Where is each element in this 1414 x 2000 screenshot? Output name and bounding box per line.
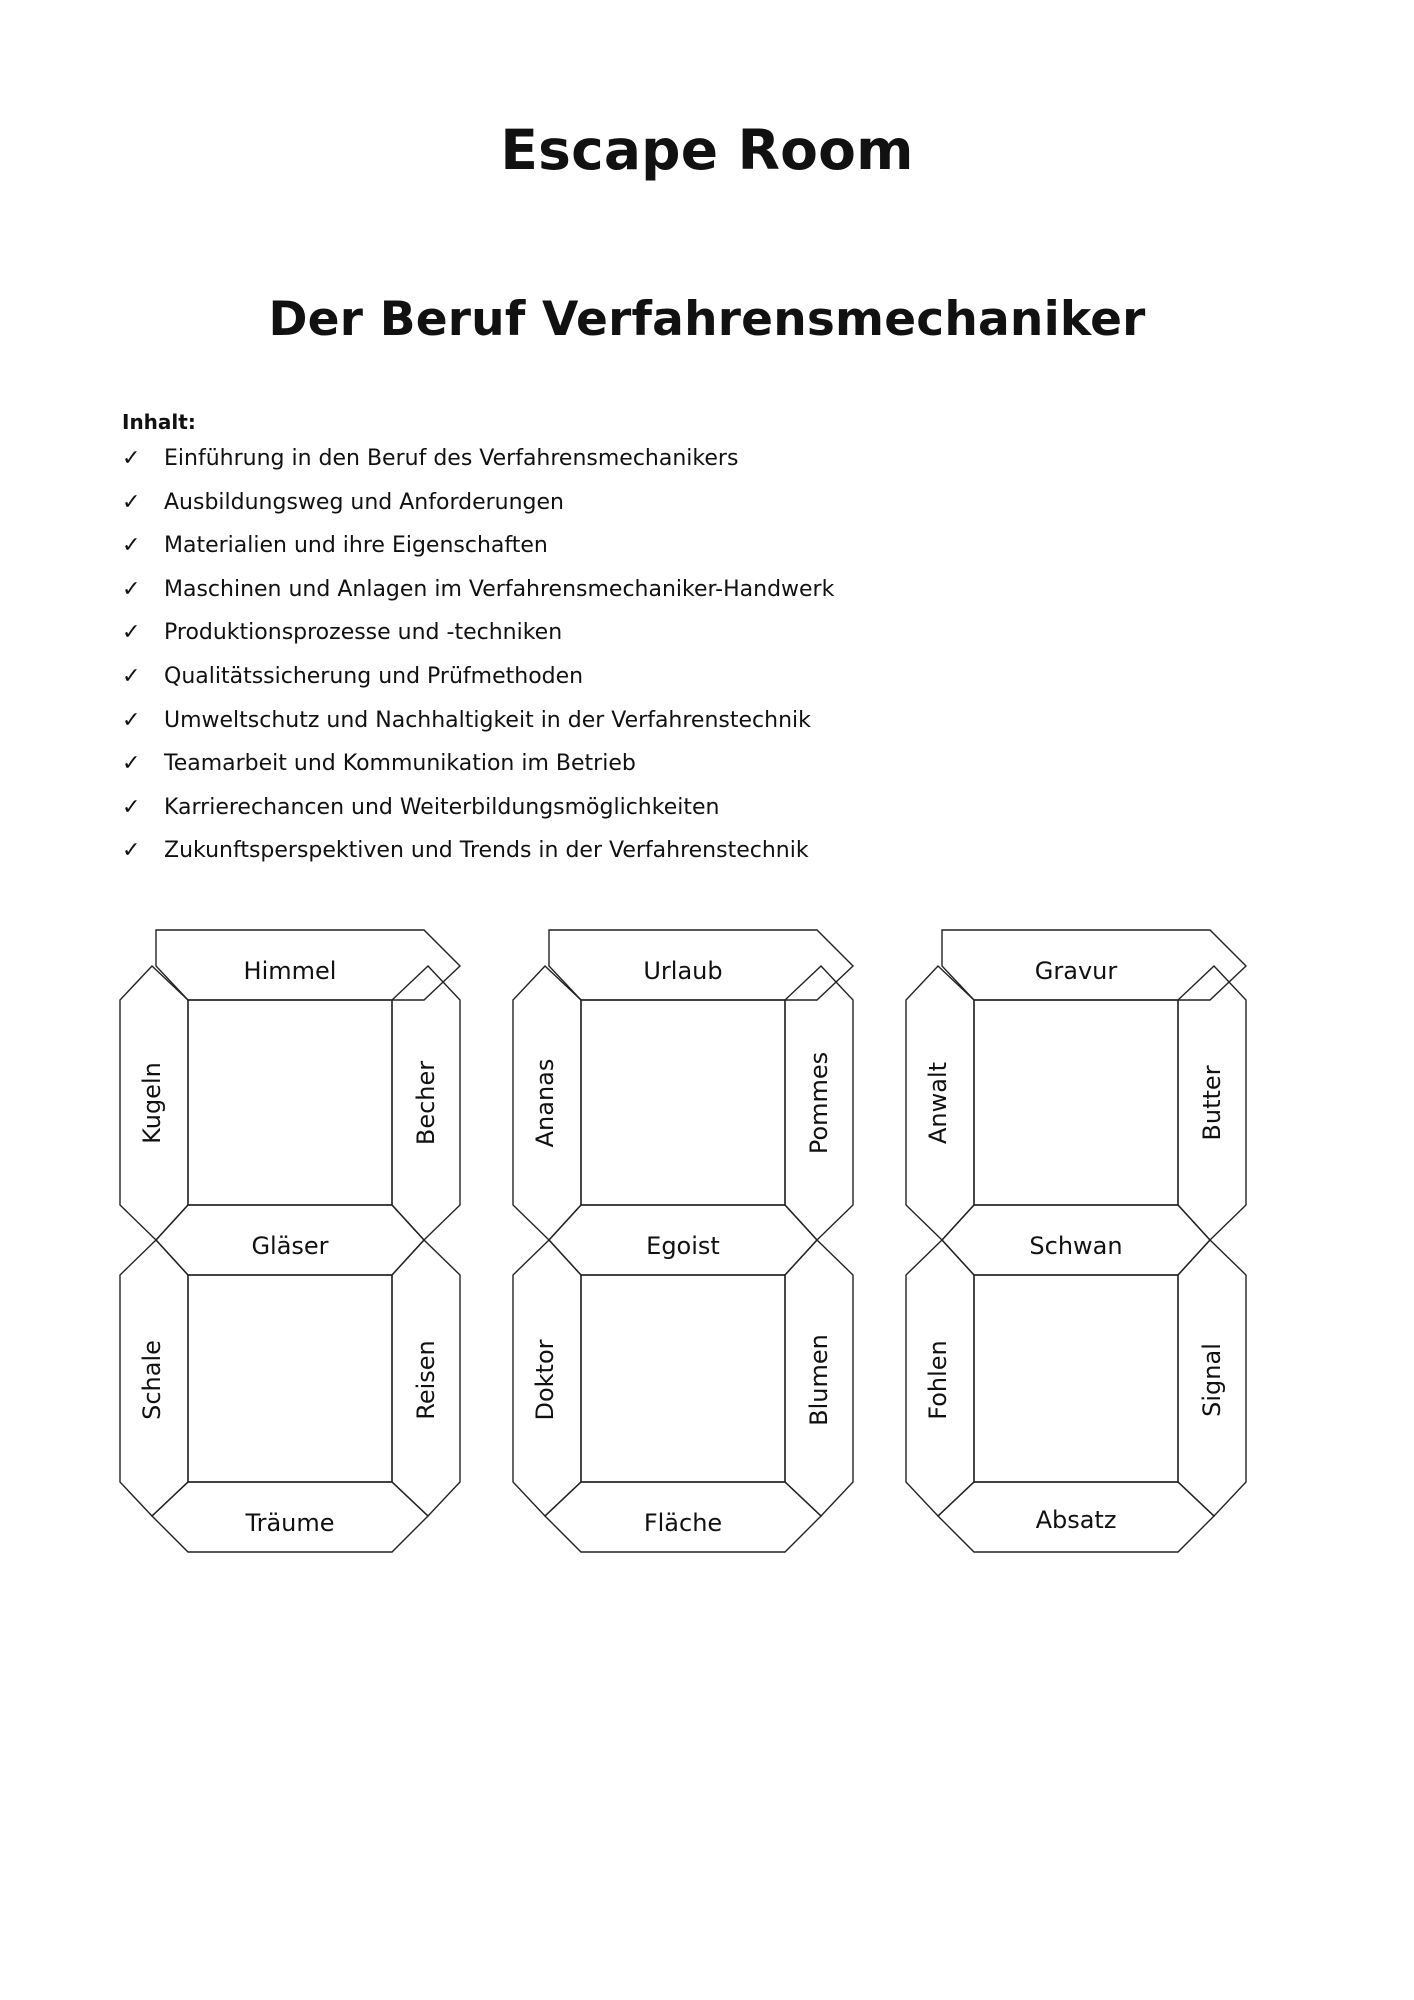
segment-upper-right: [1178, 966, 1246, 1240]
word-bottom: Absatz: [1035, 1506, 1117, 1534]
segment-top: [942, 930, 1246, 1000]
word-lower-right: Reisen: [412, 1340, 440, 1420]
checkmark-icon: ✓: [122, 533, 141, 559]
list-item-text: Materialien und ihre Eigenschaften: [164, 533, 548, 559]
checkmark-icon: ✓: [122, 489, 141, 515]
segment-middle: [156, 1205, 424, 1275]
list-item-text: Umweltschutz und Nachhaltigkeit in der Verfahrenstechnik: [164, 707, 811, 733]
answer-box-upper[interactable]: [974, 1000, 1178, 1205]
document-subtitle: Der Beruf Verfahrensmechaniker: [268, 292, 1146, 347]
segment-middle: [549, 1205, 817, 1275]
answer-box-lower[interactable]: [581, 1275, 785, 1482]
answer-box-upper[interactable]: [188, 1000, 392, 1205]
document-title: Escape Room: [500, 118, 914, 182]
list-item-text: Ausbildungsweg und Anforderungen: [164, 489, 564, 515]
segment-upper-left: [513, 966, 581, 1240]
segment-lower-right: [392, 1240, 460, 1516]
segment-lower-left: [120, 1240, 188, 1516]
segment-middle: [942, 1205, 1210, 1275]
segment-upper-right: [392, 966, 460, 1240]
word-top: Himmel: [243, 957, 337, 985]
checkmark-icon: ✓: [122, 663, 141, 689]
content-heading: Inhalt:: [122, 410, 196, 434]
word-upper-left: Kugeln: [138, 1062, 166, 1144]
word-middle: Schwan: [1029, 1232, 1123, 1260]
segment-lower-right: [785, 1240, 853, 1516]
word-lower-right: Signal: [1198, 1343, 1226, 1417]
segment-upper-left: [120, 966, 188, 1240]
word-bottom: Fläche: [643, 1509, 723, 1537]
word-upper-left: Anwalt: [924, 1061, 952, 1145]
segment-upper-right: [785, 966, 853, 1240]
word-lower-left: Fohlen: [924, 1340, 952, 1420]
segment-lower-left: [513, 1240, 581, 1516]
checkmark-icon: ✓: [122, 446, 141, 471]
segment-bottom: [152, 1482, 428, 1552]
word-lower-right: Blumen: [805, 1334, 833, 1426]
segment-bottom: [545, 1482, 821, 1552]
word-upper-right: Butter: [1198, 1065, 1226, 1141]
word-lower-left: Schale: [138, 1340, 166, 1420]
word-upper-left: Ananas: [531, 1058, 559, 1148]
list-item-text: Produktionsprozesse und -techniken: [164, 620, 563, 646]
segment-upper-left: [906, 966, 974, 1240]
word-upper-right: Pommes: [805, 1051, 833, 1155]
segment-top: [156, 930, 460, 1000]
segment-bottom: [938, 1482, 1214, 1552]
answer-box-lower[interactable]: [974, 1275, 1178, 1482]
word-middle: Egoist: [646, 1232, 720, 1260]
word-middle: Gläser: [251, 1232, 329, 1260]
list-item-text: Teamarbeit und Kommunikation im Betrieb: [164, 751, 636, 777]
puzzle-3: [906, 930, 1246, 1552]
word-bottom: Träume: [245, 1509, 335, 1537]
segment-lower-right: [1178, 1240, 1246, 1516]
list-item-text: Karrierechancen und Weiterbildungsmöglichkeiten: [164, 794, 720, 820]
list-item-text: Zukunftsperspektiven und Trends in der Verfahrenstechnik: [164, 838, 809, 864]
checkmark-icon: ✓: [122, 838, 141, 864]
checkmark-icon: ✓: [122, 751, 141, 777]
answer-box-upper[interactable]: [581, 1000, 785, 1205]
list-item-text: Einführung in den Beruf des Verfahrensmechanikers: [164, 446, 739, 471]
checkmark-icon: ✓: [122, 576, 141, 602]
word-top: Urlaub: [643, 957, 723, 985]
list-item-text: Qualitätssicherung und Prüfmethoden: [164, 663, 584, 689]
checkmark-icon: ✓: [122, 794, 141, 820]
checkmark-icon: ✓: [122, 620, 141, 646]
word-upper-right: Becher: [412, 1060, 440, 1146]
answer-box-lower[interactable]: [188, 1275, 392, 1482]
list-item-text: Maschinen und Anlagen im Verfahrensmechaniker-Handwerk: [164, 576, 835, 602]
segment-top: [549, 930, 853, 1000]
puzzle-2: [513, 930, 853, 1552]
word-top: Gravur: [1034, 957, 1118, 985]
puzzle-1: [120, 930, 460, 1552]
segment-lower-left: [906, 1240, 974, 1516]
word-lower-left: Doktor: [531, 1339, 559, 1421]
checkmark-icon: ✓: [122, 707, 141, 733]
